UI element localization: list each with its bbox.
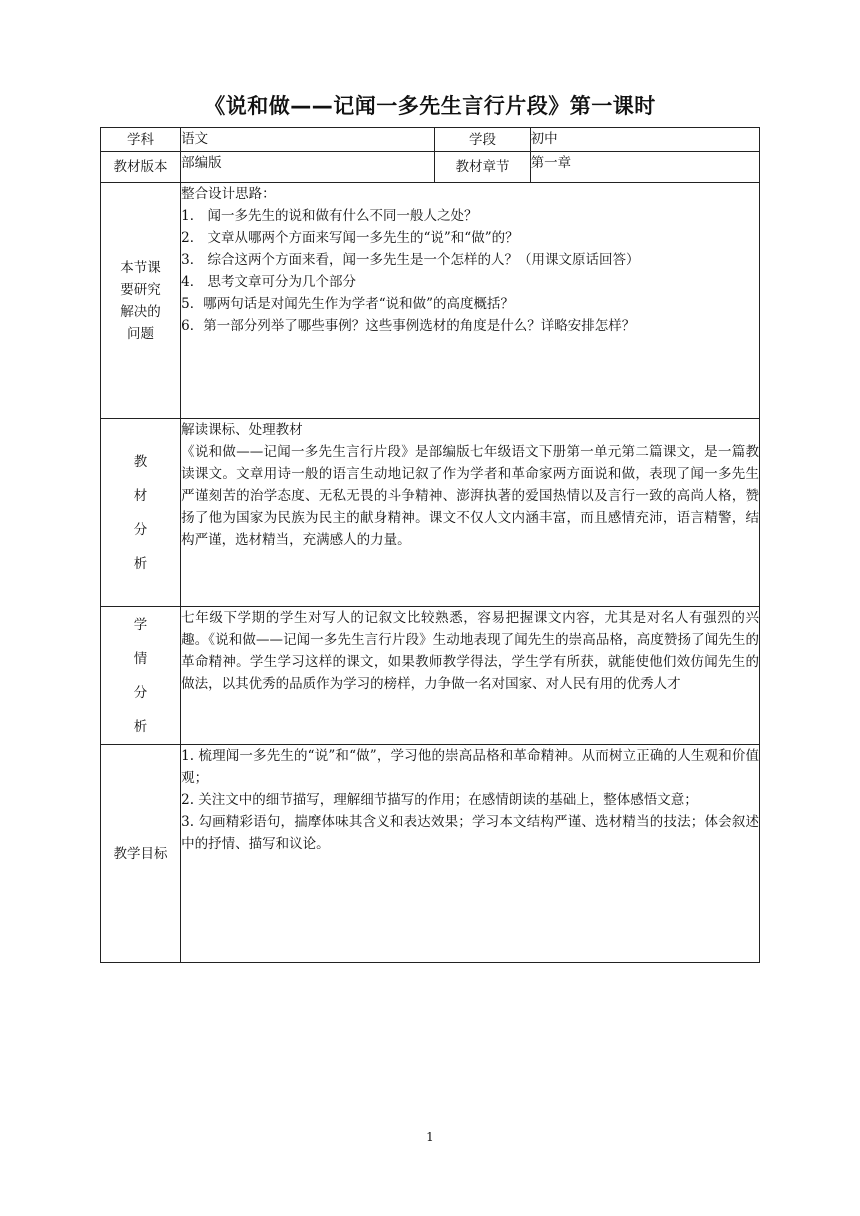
subject-row — [101, 128, 760, 152]
textbook-label-char: 教 — [133, 453, 148, 470]
chapter-value: 第一章 — [530, 152, 759, 183]
subject-label: 学科 — [101, 128, 181, 152]
students-label-char: 学 — [133, 616, 148, 633]
textbook-row — [101, 419, 760, 607]
students-label-char: 析 — [133, 718, 148, 735]
problems-label-line: 本节课 — [120, 259, 161, 276]
textbook-body: 《说和做——记闻一多先生言行片段》是部编版七年级语文下册第一单元第二篇课文，是一篇教读课文。文章用诗一般的语言生动地记叙了作为学者和革命家两方面说和做，表现了闻一多先生严谨刻苦的治学态度、无私无畏的斗争精神、澎湃执著的爱国热情以及言行一致的高尚人格，赞扬了他为国家为民族为民主的献身精神。课文不仅人文内涵丰富，而且感情充沛，语言精警，结构严谨，选材精当，充满感人的力量。 — [181, 444, 759, 548]
problem-item: 2． 文章从哪两个方面来写闻一多先生的“说”和“做”的？ — [181, 230, 519, 246]
page-number: 1 — [426, 1130, 434, 1144]
edition-label: 教材版本 — [101, 152, 181, 183]
subject-value: 语文 — [181, 128, 435, 152]
textbook-label-char: 析 — [133, 555, 148, 572]
problem-item: 5．哪两句话是对闻先生作为学者“说和做”的高度概括？ — [181, 296, 515, 312]
textbook-label-char: 材 — [133, 487, 148, 504]
problems-label-line: 要研究 — [120, 281, 161, 298]
students-label — [101, 607, 181, 745]
problem-item: 1． 闻一多先生的说和做有什么不同一般人之处？ — [181, 208, 478, 224]
goals-label: 教学目标 — [101, 745, 181, 963]
students-label-char: 分 — [133, 684, 148, 701]
students-content — [181, 607, 760, 745]
students-row — [101, 607, 760, 745]
problems-row — [101, 183, 760, 419]
problem-item: 4． 思考文章可分为几个部分 — [181, 274, 356, 290]
students-body: 七年级下学期的学生对写人的记叙文比较熟悉，容易把握课文内容，尤其是对名人有强烈的兴趣。《说和做——记闻一多先生言行片段》生动地表现了闻先生的崇高品格，高度赞扬了闻先生的革命精神。学生学习这样的课文，如果教师教学得法，学生学有所获，就能使他们效仿闻先生的做法，以其优秀的品质作为学习的榜样，力争做一名对国家、对人民有用的优秀人才 — [181, 610, 759, 692]
lesson-plan-table — [100, 127, 760, 963]
problem-item: 3． 综合这两个方面来看，闻一多先生是一个怎样的人？（用课文原话回答） — [181, 252, 640, 268]
edition-value: 部编版 — [181, 152, 435, 183]
goal-item: 1. 梳理闻一多先生的“说”和“做”，学习他的崇高品格和革命精神。从而树立正确的人生观和价值观； — [181, 748, 759, 786]
problems-label-line: 解决的 — [120, 303, 161, 320]
page-title: 《说和做——记闻一多先生言行片段》第一课时 — [204, 94, 656, 118]
problems-label — [101, 183, 181, 419]
problems-label-line: 问题 — [127, 325, 155, 342]
problems-content — [181, 183, 760, 419]
students-label-char: 情 — [133, 650, 148, 667]
stage-value: 初中 — [530, 128, 759, 152]
goal-item: 2. 关注文中的细节描写，理解细节描写的作用；在感情朗读的基础上，整体感悟文意； — [181, 792, 698, 808]
textbook-heading: 解读课标、处理教材 — [181, 422, 303, 438]
goals-row — [101, 745, 760, 963]
goals-content — [181, 745, 760, 963]
problem-item: 6．第一部分列举了哪些事例？这些事例选材的角度是什么？详略安排怎样？ — [181, 318, 636, 334]
textbook-label — [101, 419, 181, 607]
chapter-label: 教材章节 — [435, 152, 530, 183]
stage-label: 学段 — [435, 128, 530, 152]
edition-row — [101, 152, 760, 183]
textbook-label-char: 分 — [133, 521, 148, 538]
problems-heading: 整合设计思路： — [181, 186, 276, 202]
goal-item: 3. 勾画精彩语句，揣摩体味其含义和表达效果；学习本文结构严谨、选材精当的技法；体会叙述中的抒情、描写和议论。 — [181, 814, 759, 852]
textbook-content — [181, 419, 760, 607]
